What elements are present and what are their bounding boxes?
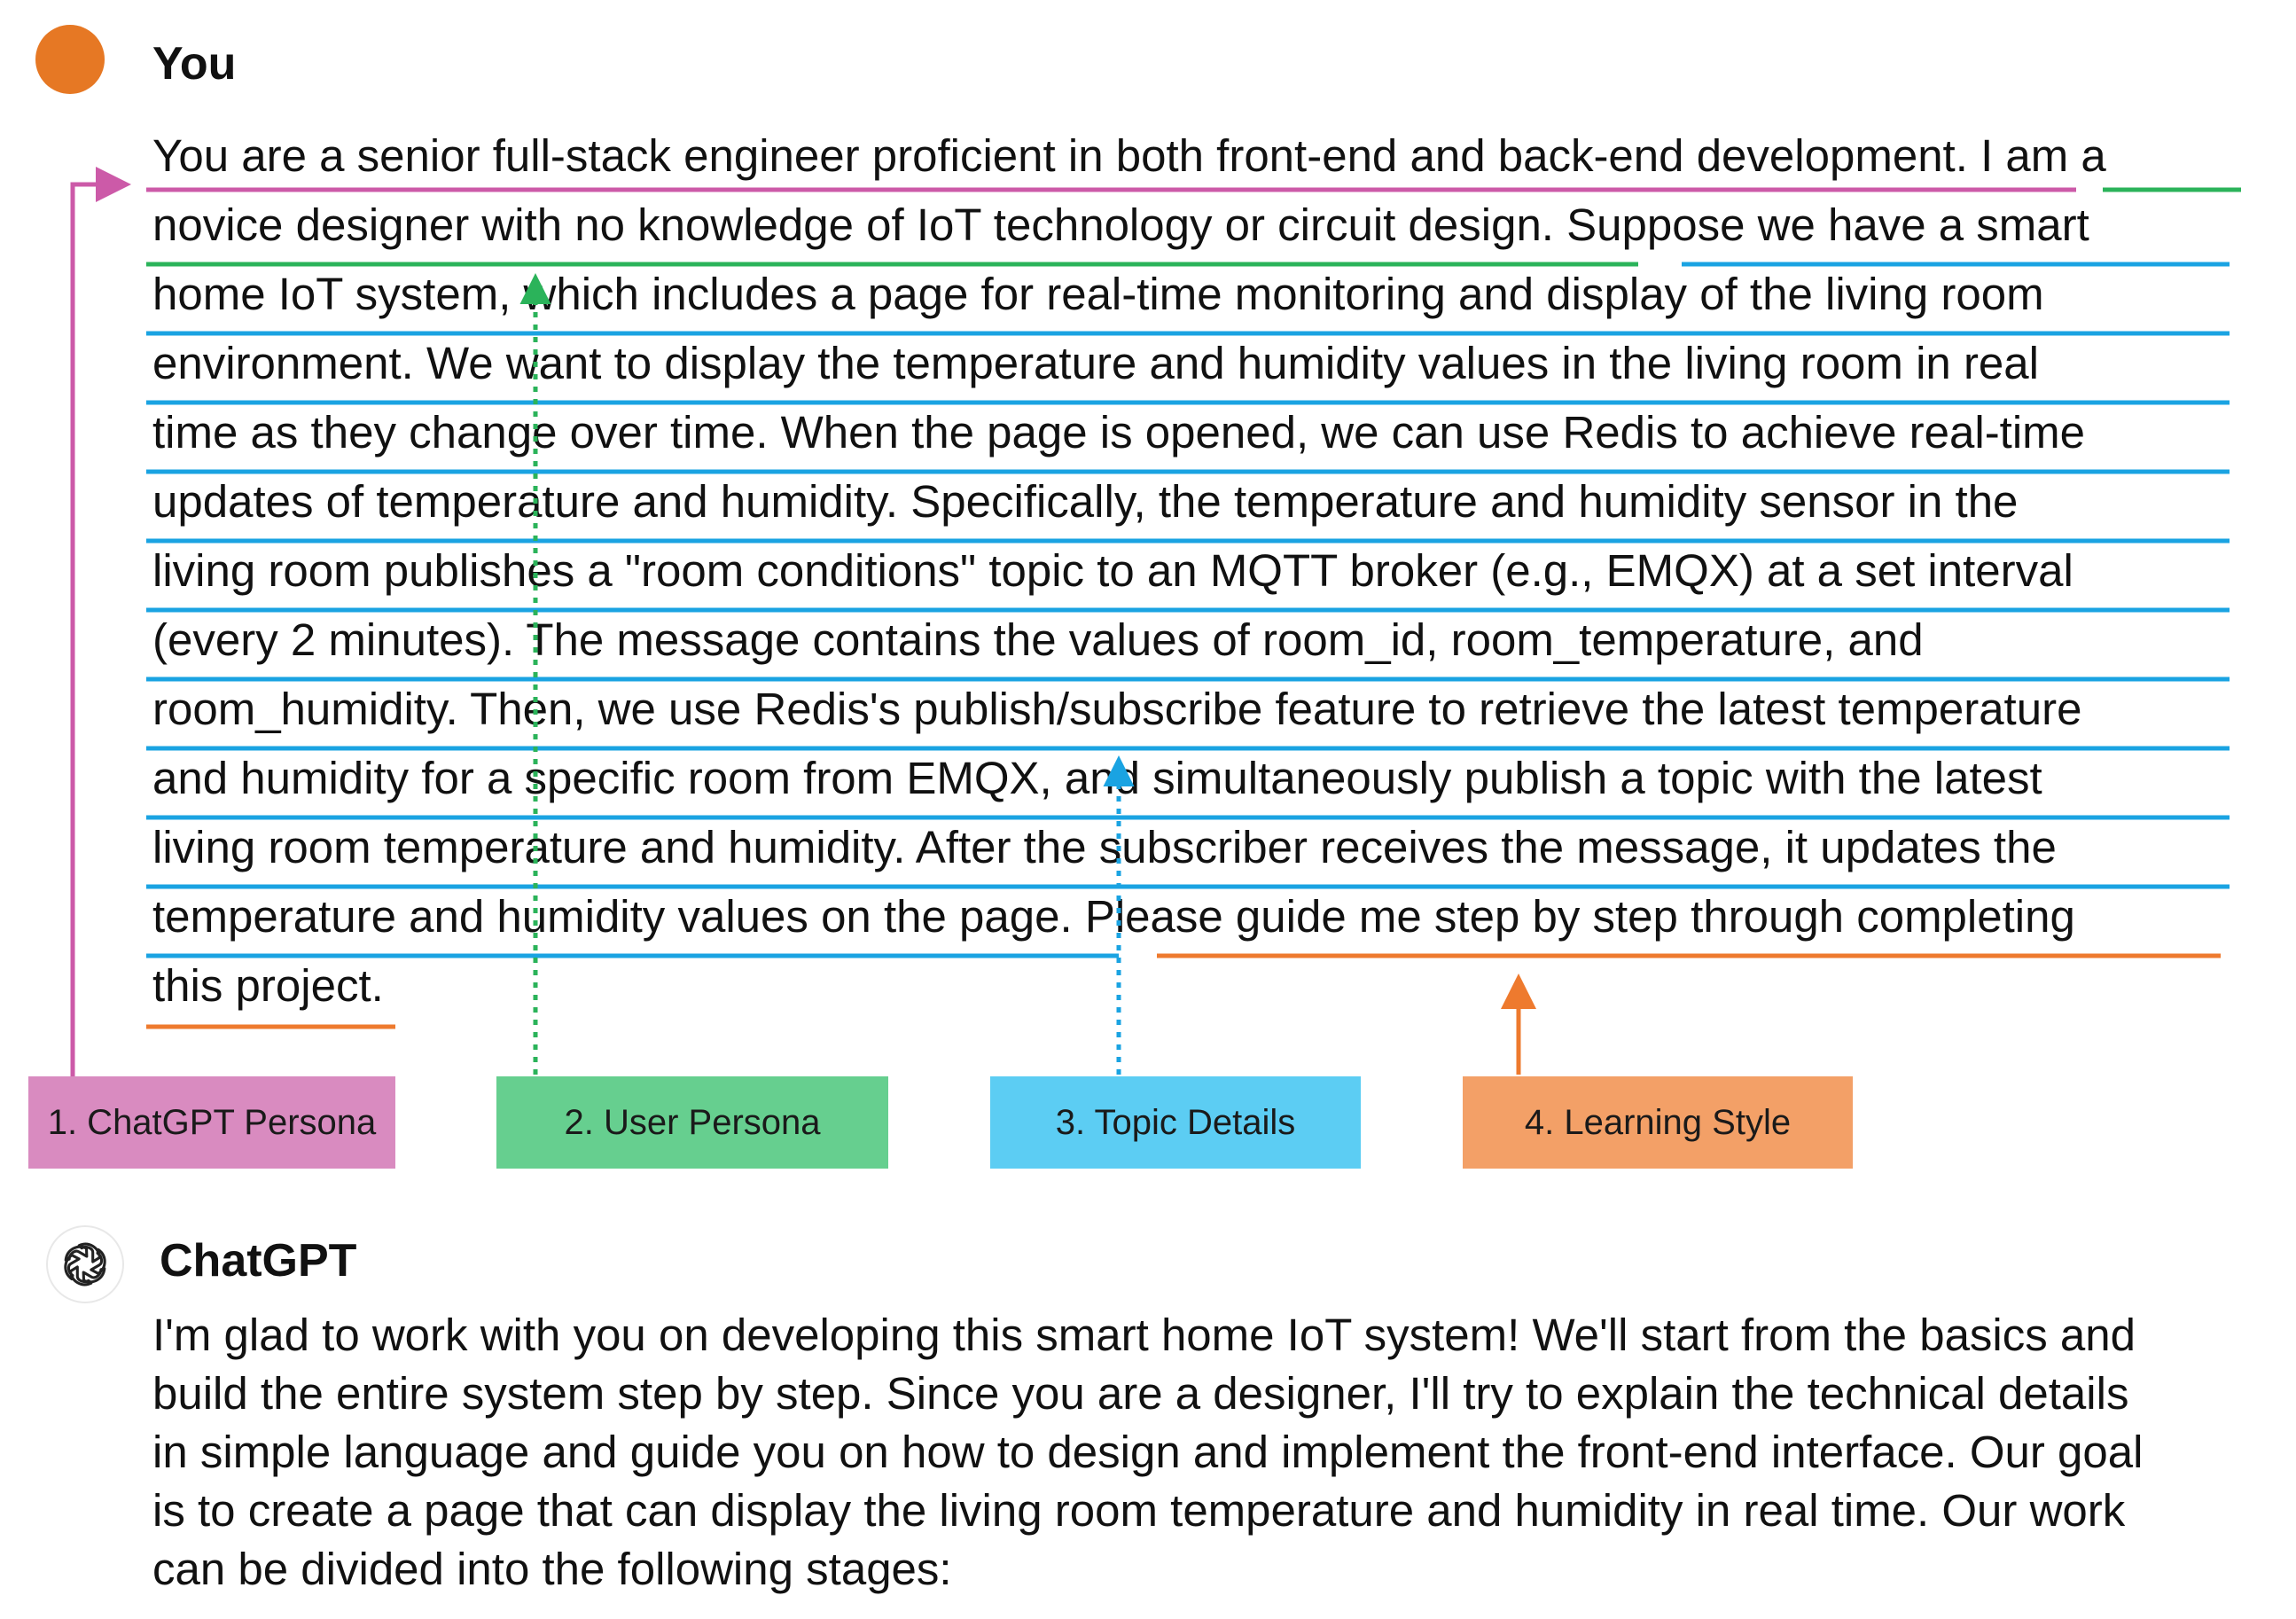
label-chatgpt-persona-text: 1. ChatGPT Persona [47,1102,377,1142]
prompt-line: home IoT system, which includes a page for real-time monitoring and display of the living room [152,269,2044,319]
prompt-line: temperature and humidity values on the page. Please guide me step by step through completing [152,891,2075,942]
reply-line: I'm glad to work with you on developing this smart home IoT system! We'll start from the basics and [152,1310,2136,1360]
reply-line: can be divided into the following stages: [152,1544,952,1594]
prompt-line: updates of temperature and humidity. Specifically, the temperature and humidity sensor in the [152,476,2019,527]
openai-logo-icon [59,1239,111,1290]
label-learning-style-text: 4. Learning Style [1524,1102,1792,1142]
prompt-line: You are a senior full-stack engineer proficient in both front-end and back-end development. I am a [152,130,2106,181]
prompt-line: time as they change over time. When the page is opened, we can use Redis to achieve real-time [152,407,2086,458]
reply-line: build the entire system step by step. Since you are a designer, I'll try to explain the technical details [152,1368,2129,1419]
prompt-line: room_humidity. Then, we use Redis's publish/subscribe feature to retrieve the latest temperature [152,684,2082,734]
prompt-line: and humidity for a specific room from EMQX, and simultaneously publish a topic with the latest [152,753,2042,803]
label-user-persona-text: 2. User Persona [564,1102,821,1142]
label-learning-style [1463,1076,1853,1169]
reply-line: is to create a page that can display the living room temperature and humidity in real time. Our work [152,1485,2126,1536]
assistant-name: ChatGPT [160,1235,357,1287]
user-name: You [152,38,237,90]
arrow-chatgpt-persona [73,184,122,1080]
label-user-persona [496,1076,888,1169]
prompt-line: living room publishes a "room conditions" topic to an MQTT broker (e.g., EMQX) at a set interval [152,545,2073,596]
prompt-line: novice designer with no knowledge of IoT technology or circuit design. Suppose we have a smart [152,199,2089,250]
chatgpt-avatar [46,1225,124,1303]
prompt-line: this project. [152,960,384,1011]
prompt-line: environment. We want to display the temperature and humidity values in the living room in real [152,338,2039,388]
label-chatgpt-persona [28,1076,395,1169]
label-topic-details [990,1076,1361,1169]
label-topic-details-text: 3. Topic Details [1055,1102,1296,1142]
reply-line: in simple language and guide you on how to design and implement the front-end interface. Our goal [152,1427,2144,1477]
prompt-line: (every 2 minutes). The message contains the values of room_id, room_temperature, and [152,614,1924,665]
prompt-line: living room temperature and humidity. After the subscriber receives the message, it updates the [152,822,2057,872]
